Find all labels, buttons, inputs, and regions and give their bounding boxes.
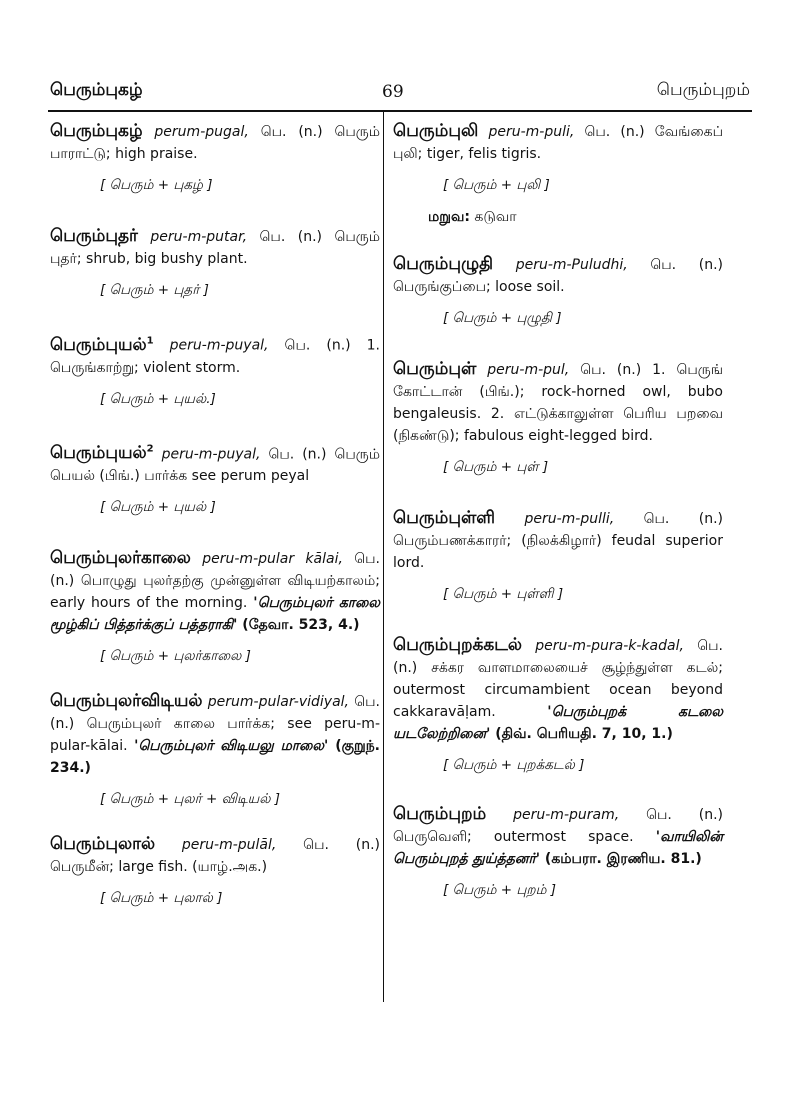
transliteration: peru-m-pulli, <box>524 511 615 527</box>
homonym-number: 1 <box>146 335 154 346</box>
quotation: 'பெரும்புலர் காலை மூழ்கிப் பித்தர்க்குப் பத்தராகி' <box>50 595 380 634</box>
left-column <box>50 120 380 908</box>
headword: பெரும்புலர்விடியல் <box>50 691 203 712</box>
citation-source: (குறுந். 234.) <box>50 738 380 777</box>
definition: பெ. (n.) பெரும்புலர் காலை பார்க்க; see peru-m-pular-kālai. <box>50 694 381 755</box>
column-divider <box>383 112 384 1002</box>
page-number: 69 <box>382 82 404 102</box>
synonym-label: மறுவ: <box>428 209 470 225</box>
headword: பெரும்புதர் <box>50 226 138 246</box>
transliteration: peru-m-puyal, <box>169 337 269 354</box>
etymology: [ பெரும் + புதர் ] <box>100 282 209 298</box>
page-header <box>50 80 750 110</box>
etymology: [ பெரும் + புறக்கடல் ] <box>443 757 585 773</box>
entry-body <box>393 803 723 870</box>
etymology: [ பெரும் + புலர் + விடியல் ] <box>100 791 281 808</box>
dictionary-entry <box>393 358 723 477</box>
headword: பெரும்புள்ளி <box>393 508 496 528</box>
transliteration: peru-m-puyal, <box>161 446 261 463</box>
quotation: 'பெரும்புலர் விடியலு மாலை' <box>134 738 329 755</box>
header-right-guideword: பெரும்புறம் <box>656 80 750 100</box>
headword: பெரும்புலால் <box>50 834 156 855</box>
transliteration: peru-m-Puludhi, <box>515 257 628 273</box>
transliteration: peru-m-pulāl, <box>181 837 277 854</box>
headword: பெரும்புள் <box>393 359 477 379</box>
etymology: [ பெரும் + புள் ] <box>443 459 549 475</box>
entry-body <box>50 120 380 165</box>
citation-source: (கம்பரா. இரணிய. 81.) <box>540 851 702 867</box>
header-left-guideword: பெரும்புகழ் <box>50 80 143 100</box>
transliteration: perum-pular-vidiyal, <box>207 694 350 711</box>
dictionary-entry <box>393 507 723 604</box>
dictionary-entry <box>50 690 380 809</box>
citation-source: (தேவா. 523, 4.) <box>237 617 360 634</box>
dictionary-entry <box>393 803 723 900</box>
quotation: 'பெரும்புறக் கடலை யடலேற்றினை' <box>393 704 723 742</box>
entry-body <box>50 833 380 878</box>
definition: பெ. (n.) பெரும் பெயல் (பிங்.) பார்க்க see perum peyal <box>50 446 381 485</box>
homonym-number: 2 <box>146 443 154 455</box>
dictionary-entry <box>50 439 380 518</box>
entry-body <box>50 225 380 270</box>
entry-body <box>393 634 723 745</box>
etymology: [ பெரும் + புகழ் ] <box>100 177 213 193</box>
entry-body <box>393 253 723 298</box>
entry-body <box>50 690 380 779</box>
citation-source: (திவ். பெரியதி. 7, 10, 1.) <box>490 726 673 742</box>
headword: பெரும்புலி <box>393 121 479 141</box>
dictionary-entry <box>50 547 380 666</box>
dictionary-entry <box>393 120 723 227</box>
dictionary-entry <box>393 253 723 328</box>
dictionary-entry <box>50 120 380 195</box>
headword: பெரும்புறக்கடல் <box>393 635 522 655</box>
definition: பெ. (n.) வேங்கைப் புலி; tiger, felis tigris. <box>393 124 723 162</box>
entry-body <box>50 439 380 488</box>
etymology: [ பெரும் + புள்ளி ] <box>443 586 564 602</box>
definition: பெ. (n.) சக்கர வாளமாலையைச் சூழ்ந்துள்ள கடல்; outermost circumambient ocean beyond cakkaravāḷam. <box>393 638 723 720</box>
etymology: [ பெரும் + புறம் ] <box>443 882 557 898</box>
entry-body <box>50 547 380 636</box>
definition: பெ. (n.) பெருவெளி; outermost space. <box>393 807 723 845</box>
entry-body <box>393 507 723 574</box>
right-column <box>393 120 723 900</box>
transliteration: peru-m-puram, <box>513 807 620 823</box>
header-rule <box>48 110 752 112</box>
headword: பெரும்புயல்$^1$ <box>50 334 154 355</box>
etymology: [ பெரும் + புயல்.] <box>100 390 216 407</box>
dictionary-entry <box>50 833 380 908</box>
quotation: 'வாயிலின் பெரும்புறத் துய்த்தனர்' <box>393 829 723 867</box>
definition: பெ. (n.) பெருங்குப்பை; loose soil. <box>393 257 723 295</box>
entry-body <box>50 330 380 379</box>
transliteration: peru-m-putar, <box>150 229 248 245</box>
definition: பெ. (n.) 1. பெருங் கோட்டான் (பிங்.); rock-horned owl, bubo bengaleusis. 2. எட்டுக்காலுள்ள பெரிய பறவை (நிகண்டு); fabulous eight-legged bird. <box>393 362 724 444</box>
definition: பெ. (n.) 1. பெருங்காற்று; violent storm. <box>50 337 380 376</box>
headword: பெரும்புழுதி <box>393 254 494 274</box>
dictionary-entry <box>393 634 723 775</box>
dictionary-entry <box>50 330 380 409</box>
etymology: [ பெரும் + புலர்காலை ] <box>100 648 251 665</box>
transliteration: peru-m-pular kālai, <box>202 551 343 568</box>
synonym-line <box>428 209 723 227</box>
definition: பெ. (n.) பெருமீன்; large fish. (யாழ்.அக.) <box>50 837 381 876</box>
headword: பெரும்புகழ் <box>50 121 143 141</box>
transliteration: peru-m-pul, <box>487 362 570 378</box>
entry-body <box>393 120 723 165</box>
synonym: கடுவா <box>469 209 517 225</box>
entry-body <box>393 358 723 447</box>
etymology: [ பெரும் + புலி ] <box>443 177 550 193</box>
headword: பெரும்புலர்காலை <box>50 548 191 569</box>
headword: பெரும்புறம் <box>393 804 487 824</box>
transliteration: peru-m-pura-k-kadal, <box>535 638 684 654</box>
transliteration: perum-pugal, <box>154 124 249 140</box>
etymology: [ பெரும் + புழுதி ] <box>443 310 562 326</box>
transliteration: peru-m-puli, <box>488 124 575 140</box>
etymology: [ பெரும் + புலால் ] <box>100 890 223 907</box>
definition: பெ. (n.) பெரும் புதர்; shrub, big bushy plant. <box>50 229 381 267</box>
definition: பெ. (n.) பெரும்பணக்காரர்; (நிலக்கிழார்) feudal superior lord. <box>393 511 723 571</box>
etymology: [ பெரும் + புயல் ] <box>100 499 216 516</box>
headword: பெரும்புயல்$^2$ <box>50 443 154 464</box>
definition: பெ. (n.) பெரும் பாராட்டு; high praise. <box>50 124 381 162</box>
dictionary-entry <box>50 225 380 300</box>
definition: பெ. (n.) பொழுது புலர்தற்கு முன்னுள்ள விடியற்காலம்; early hours of the morning. <box>50 551 381 612</box>
